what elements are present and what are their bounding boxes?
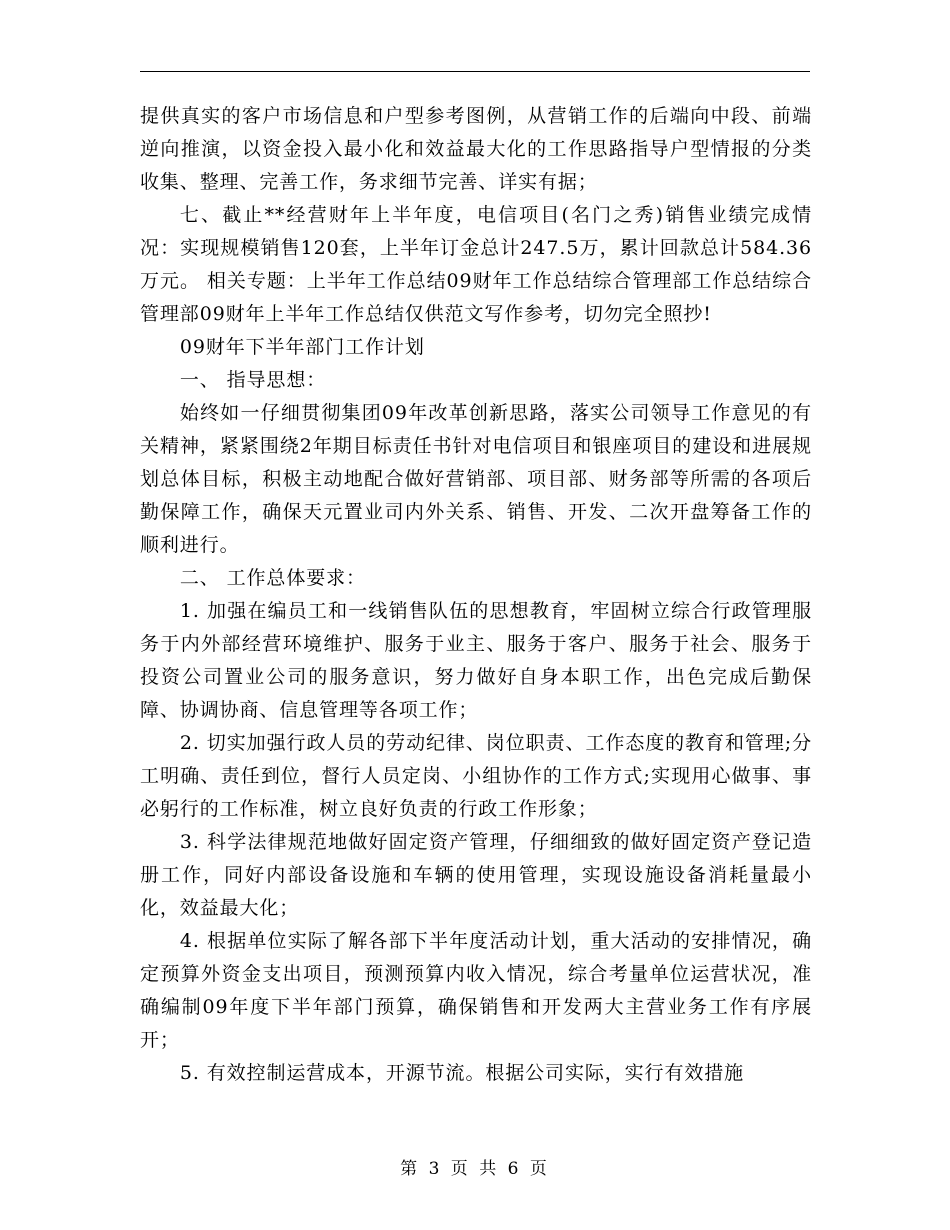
list-item-5: 5. 有效控制运营成本，开源节流。根据公司实际，实行有效措施 [179,1062,745,1084]
document-body [140,100,812,1090]
list-item-1: 1. 加强在编员工和一线销售队伍的思想教育，牢固树立综合行政管理服务于内外部经营环境维护、服务于业主、服务于客户、服务于社会、服务于投资公司置业公司的服务意识，努力做好自身本职工作，出色完成后勤保障、协调协商、信息管理等各项工作； [140,600,812,721]
section-title-plan: 09财年下半年部门工作计划 [179,336,425,358]
page-number-footer: 第 3 页 共 6 页 [400,1159,550,1179]
paragraph-sales-summary: 七、截止**经营财年上半年度，电信项目(名门之秀)销售业绩完成情况：实现规模销售120套，上半年订金总计247.5万，累计回款总计584.36万元。 相关专题：上半年工作总结09财年工作总结综合管理部工作总结综合管理部09财年上半年工作总结仅供范文写作参考，切勿完全照抄! [140,204,812,325]
list-item-3: 3. 科学法律规范地做好固定资产管理，仔细细致的做好固定资产登记造册工作，同好内部设备设施和车辆的使用管理，实现设施设备消耗量最小化，效益最大化； [140,831,812,919]
list-item-4: 4. 根据单位实际了解各部下半年度活动计划，重大活动的安排情况，确定预算外资金支出项目，预测预算内收入情况，综合考量单位运营状况，准确编制09年度下半年部门预算，确保销售和开发两大主营业务工作有序展开； [140,930,812,1051]
paragraph-guiding-ideology: 始终如一仔细贯彻集团09年改革创新思路，落实公司领导工作意见的有关精神，紧紧围绕2年期目标责任书针对电信项目和银座项目的建设和进展规划总体目标，积极主动地配合做好营销部、项目部、财务部等所需的各项后勤保障工作，确保天元置业司内外关系、销售、开发、二次开盘筹备工作的顺利进行。 [140,402,812,556]
paragraph-continued: 提供真实的客户市场信息和户型参考图例，从营销工作的后端向中段、前端逆向推演，以资金投入最小化和效益最大化的工作思路指导户型情报的分类收集、整理、完善工作，务求细节完善、详实有据； [140,105,812,193]
heading-guiding-ideology: 一、 指导思想： [179,369,327,391]
list-item-2: 2. 切实加强行政人员的劳动纪律、岗位职责、工作态度的教育和管理;分工明确、责任到位，督行人员定岗、小组协作的工作方式;实现用心做事、事必躬行的工作标准，树立良好负责的行政工作形象； [140,732,812,820]
header-rule [140,71,810,72]
heading-overall-requirements: 二、 工作总体要求： [179,567,366,589]
